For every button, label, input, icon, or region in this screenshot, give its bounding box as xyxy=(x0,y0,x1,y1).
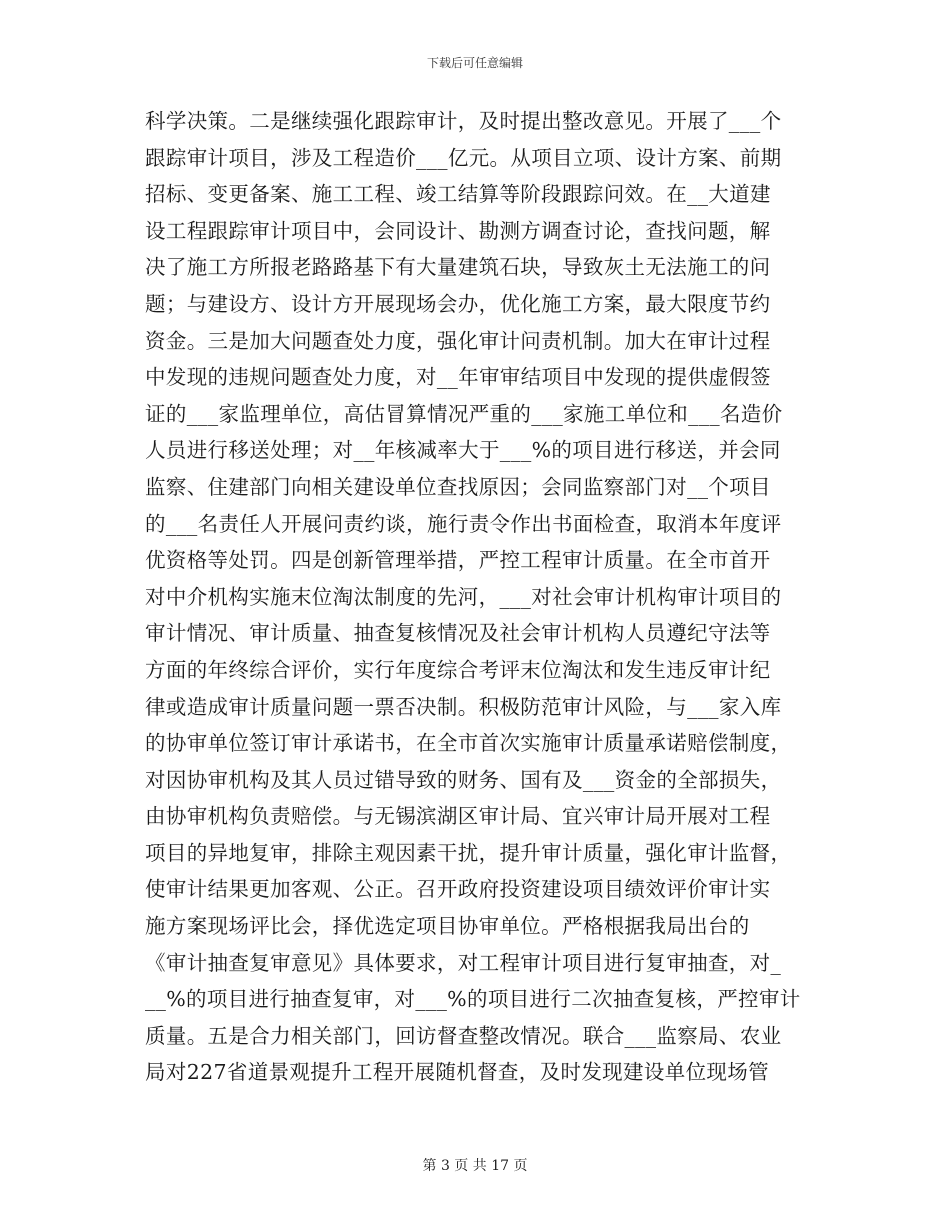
body-line: 人员进行移送处理；对__年核减率大于___%的项目进行移送，并会同 xyxy=(145,438,781,463)
body-line: 监察、住建部门向相关建设单位查找原因；会同监察部门对__个项目 xyxy=(145,474,771,499)
body-line: 题；与建设方、设计方开展现场会办，优化施工方案，最大限度节约 xyxy=(145,291,771,316)
body-line: 科学决策。二是继续强化跟踪审计，及时提出整改意见。开展了___个 xyxy=(145,109,782,133)
body-line: 使审计结果更加客观、公正。召开政府投资建设项目绩效评价审计实 xyxy=(145,877,771,902)
body-line: 跟踪审计项目，涉及工程造价___亿元。从项目立项、设计方案、前期 xyxy=(145,145,782,170)
body-line: __%的项目进行抽查复审，对___%的项目进行二次抽查复核，严控审计 xyxy=(145,987,801,1012)
body-line: 对中介机构实施末位淘汰制度的先河，___对社会审计机构审计项目的 xyxy=(145,584,782,609)
body-line: 《审计抽查复审意见》具体要求，对工程审计项目进行复审抽查，对_ xyxy=(145,950,782,975)
body-line: 决了施工方所报老路路基下有大量建筑石块，导致灰土无法施工的问 xyxy=(145,255,771,280)
body-line: 的协审单位签订审计承诺书，在全市首次实施审计质量承诺赔偿制度， xyxy=(145,731,792,756)
body-line: 由协审机构负责赔偿。与无锡滨湖区审计局、宜兴审计局开展对工程 xyxy=(145,804,771,829)
body-line: 设工程跟踪审计项目中，会同设计、勘测方调查讨论，查找问题，解 xyxy=(145,218,771,243)
document-body xyxy=(145,103,805,1091)
page-header-note: 下载后可任意编辑 xyxy=(426,56,523,70)
body-line: 招标、变更备案、施工工程、竣工结算等阶段跟踪问效。在__大道建 xyxy=(145,182,771,207)
body-line: 优资格等处罚。四是创新管理举措，严控工程审计质量。在全市首开 xyxy=(145,548,771,573)
body-line: 中发现的违规问题查处力度，对__年审审结项目中发现的提供虚假签 xyxy=(145,365,771,390)
body-line: 的___名责任人开展问责约谈，施行责令作出书面检查，取消本年度评 xyxy=(145,511,782,536)
page-number: 第 3 页 共 17 页 xyxy=(422,1158,528,1174)
body-line: 律或造成审计质量问题一票否决制。积极防范审计风险，与___家入库 xyxy=(145,694,782,719)
body-line: 质量。五是合力相关部门，回访督查整改情况。联合___监察局、农业 xyxy=(145,1023,782,1048)
body-line: 施方案现场评比会，择优选定项目协审单位。严格根据我局出台的 xyxy=(145,914,750,939)
body-line: 局对227省道景观提升工程开展随机督查，及时发现建设单位现场管 xyxy=(145,1060,769,1085)
body-line: 方面的年终综合评价，实行年度综合考评末位淘汰和发生违反审计纪 xyxy=(145,657,771,682)
body-line: 资金。三是加大问题查处力度，强化审计问责机制。加大在审计过程 xyxy=(145,328,771,353)
body-line: 项目的异地复审，排除主观因素干扰，提升审计质量，强化审计监督， xyxy=(145,840,792,865)
body-line: 证的___家监理单位，高估冒算情况严重的___家施工单位和___名造价 xyxy=(145,401,783,426)
body-line: 对因协审机构及其人员过错导致的财务、国有及___资金的全部损失， xyxy=(145,767,782,792)
body-line: 审计情况、审计质量、抽查复核情况及社会审计机构人员遵纪守法等 xyxy=(145,621,771,646)
